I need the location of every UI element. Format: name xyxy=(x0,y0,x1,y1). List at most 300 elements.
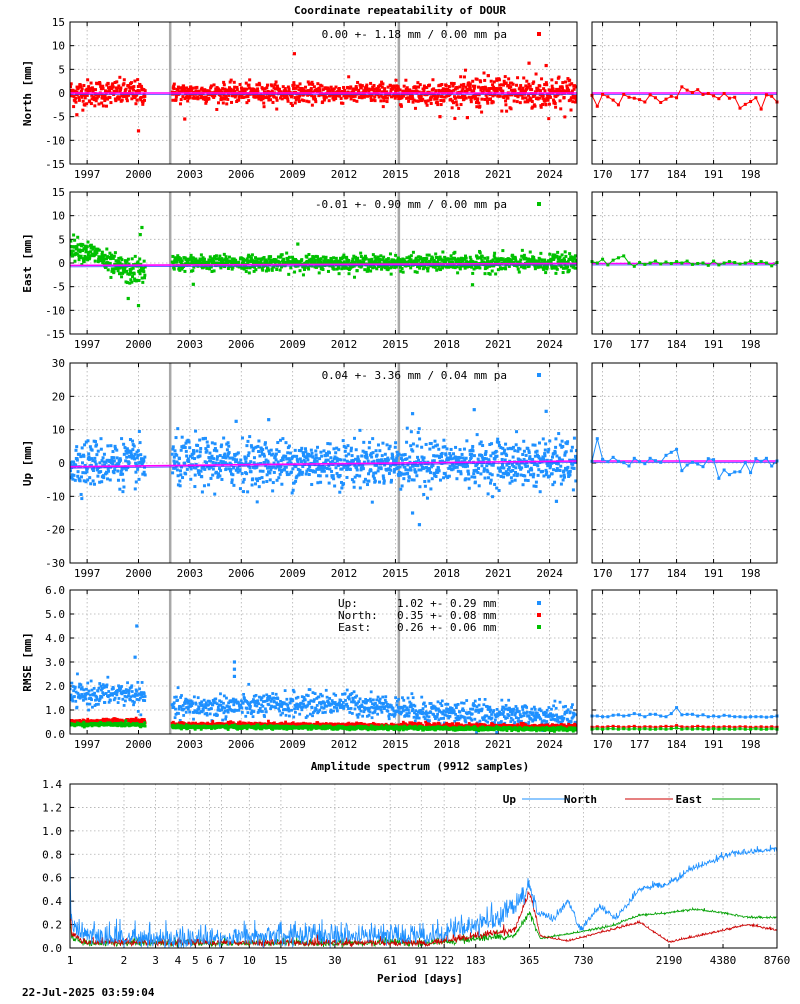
panel-4-y-tick-label: 1.0 xyxy=(45,704,65,717)
panel-3-data-point xyxy=(503,449,506,452)
panel-3-data-point xyxy=(257,450,260,453)
panel-4-rmse-point-up xyxy=(71,700,74,703)
panel-3-data-point xyxy=(508,466,511,469)
panel-1-data-point xyxy=(223,83,226,86)
panel-3-recent-point-value xyxy=(649,457,652,460)
panel-3-data-point xyxy=(536,464,539,467)
panel-3-data-point xyxy=(89,482,92,485)
panel-3-data-point xyxy=(437,448,440,451)
panel-3-data-point xyxy=(305,473,308,476)
panel-2-recent-point-value xyxy=(680,262,683,265)
panel-3-data-point xyxy=(559,465,562,468)
panel-2-data-point xyxy=(478,266,481,269)
panel-3-data-point xyxy=(476,433,479,436)
panel-3-data-point xyxy=(265,480,268,483)
panel-3-outlier-point xyxy=(411,511,414,514)
panel-4-rmse-point-up xyxy=(120,685,123,688)
panel-2-data-point xyxy=(418,267,421,270)
panel-1-recent-point-value xyxy=(765,93,768,96)
panel-3-recent-point-value xyxy=(770,465,773,468)
panel-1-data-point xyxy=(74,97,77,100)
panel-1-data-point xyxy=(464,69,467,72)
panel-2-data-point xyxy=(248,271,251,274)
panel-2-recent-point-value xyxy=(739,262,742,265)
panel-3-data-point xyxy=(418,437,421,440)
panel-3-data-point xyxy=(86,439,89,442)
panel-3-data-point xyxy=(226,448,229,451)
panel-2-recent-x-tick-label: 177 xyxy=(630,338,650,351)
panel-1-data-point xyxy=(338,87,341,90)
panel-3-data-point xyxy=(542,437,545,440)
panel-3-data-point xyxy=(308,473,311,476)
panel-2-data-point xyxy=(210,265,213,268)
panel-3-data-point xyxy=(444,453,447,456)
panel-1-data-point xyxy=(98,82,101,85)
panel-3-data-point xyxy=(553,481,556,484)
panel-3-data-point xyxy=(97,450,100,453)
panel-3-data-point xyxy=(512,446,515,449)
panel-4-rmse-point-up xyxy=(76,673,79,676)
panel-1-data-point xyxy=(229,88,232,91)
panel-2-data-point xyxy=(325,256,328,259)
panel-1-data-point xyxy=(407,100,410,103)
panel-3-data-point xyxy=(211,441,214,444)
panel-3-data-point xyxy=(205,449,208,452)
panel-1-data-point xyxy=(102,104,105,107)
panel-1-data-point xyxy=(335,86,338,89)
panel-2-data-point xyxy=(200,253,203,256)
panel-1-recent-x-tick-label: 177 xyxy=(630,168,650,181)
panel-3-data-point xyxy=(280,483,283,486)
panel-3-data-point xyxy=(213,493,216,496)
panel-3-data-point xyxy=(342,482,345,485)
panel-2-recent-point-value xyxy=(596,262,599,265)
panel-3-data-point xyxy=(266,473,269,476)
panel-3-recent-point-value xyxy=(643,462,646,465)
panel-2-recent-point-value xyxy=(728,260,731,263)
panel-3-data-point xyxy=(278,450,281,453)
panel-3-data-point xyxy=(502,475,505,478)
panel-3-data-point xyxy=(215,462,218,465)
panel-3-data-point xyxy=(481,444,484,447)
panel-3-data-point xyxy=(111,462,114,465)
panel-1-x-tick-label: 2003 xyxy=(177,168,204,181)
panel-3-data-point xyxy=(184,446,187,449)
panel-3-recent-x-tick-label: 184 xyxy=(667,567,687,580)
panel-2-recent-point-value xyxy=(601,258,604,261)
panel-2-data-point xyxy=(305,256,308,259)
panel-3-data-point xyxy=(524,479,527,482)
panel-3-data-point xyxy=(565,450,568,453)
panel-2-x-tick-label: 2018 xyxy=(434,338,461,351)
panel-3-data-point xyxy=(328,451,331,454)
panel-4-rmse-point-up xyxy=(93,692,96,695)
panel-3-data-point xyxy=(93,457,96,460)
panel-1-data-point xyxy=(90,82,93,85)
panel-3-data-point xyxy=(201,490,204,493)
panel-1-recent-point-value xyxy=(739,107,742,110)
panel-1-data-point xyxy=(510,107,513,110)
panel-2-data-point xyxy=(282,258,285,261)
panel-1-data-point xyxy=(215,108,218,111)
panel-1-data-point xyxy=(490,80,493,83)
panel-1-data-point xyxy=(460,103,463,106)
panel-3-data-point xyxy=(107,470,110,473)
panel-2-recent-point-value xyxy=(765,262,768,265)
panel-2-data-point xyxy=(120,275,123,278)
panel-3-data-point xyxy=(320,455,323,458)
panel-3-data-point xyxy=(187,457,190,460)
panel-3-data-point xyxy=(75,445,78,448)
panel-3-data-point xyxy=(436,444,439,447)
panel-3-data-point xyxy=(467,470,470,473)
panel-4-rmse-point-up xyxy=(174,716,177,719)
panel-4-y-tick-label: 5.0 xyxy=(45,608,65,621)
panel-3-data-point xyxy=(219,469,222,472)
panel-3-data-point xyxy=(245,472,248,475)
panel-4-rmse-point-up xyxy=(176,699,179,702)
panel-2-data-point xyxy=(554,272,557,275)
panel-3-data-point xyxy=(241,472,244,475)
panel-2-data-point xyxy=(489,273,492,276)
panel-3-data-point xyxy=(290,471,293,474)
panel-3-data-point xyxy=(374,480,377,483)
panel-3-data-point xyxy=(513,474,516,477)
panel-3-data-point xyxy=(416,456,419,459)
panel-2-legend-marker xyxy=(537,202,541,206)
panel-3-data-point xyxy=(437,467,440,470)
panel-2-data-point xyxy=(94,260,97,263)
panel-3-data-point xyxy=(121,473,124,476)
panel-3-legend-marker xyxy=(537,373,541,377)
panel-2-data-point xyxy=(338,272,341,275)
panel-3-data-point xyxy=(404,453,407,456)
panel-3-data-point xyxy=(193,485,196,488)
panel-2-data-point xyxy=(434,253,437,256)
panel-4-rmse-point-up xyxy=(90,680,93,683)
panel-4-rmse-point-up xyxy=(85,698,88,701)
panel-1-data-point xyxy=(499,95,502,98)
panel-4-x-tick-label: 2006 xyxy=(228,738,255,751)
panel-3-data-point xyxy=(431,477,434,480)
panel-1-data-point xyxy=(540,106,543,109)
panel-3-data-point xyxy=(441,452,444,455)
panel-3-data-point xyxy=(332,477,335,480)
panel-3-data-point xyxy=(313,460,316,463)
panel-3-data-point xyxy=(534,444,537,447)
panel-3-recent-point-value xyxy=(702,465,705,468)
panel-3-data-point xyxy=(409,444,412,447)
panel-3-data-point xyxy=(142,459,145,462)
panel-3-data-point xyxy=(410,430,413,433)
panel-3-data-point xyxy=(190,467,193,470)
panel-1-data-point xyxy=(440,83,443,86)
panel-1-data-point xyxy=(421,98,424,101)
panel-3-data-point xyxy=(304,447,307,450)
panel-3-data-point xyxy=(406,472,409,475)
panel-1-data-point xyxy=(69,85,72,88)
panel-2-data-point xyxy=(471,272,474,275)
panel-2-data-point xyxy=(556,251,559,254)
panel-3-outlier-point xyxy=(235,420,238,423)
panel-1-recent-point-value xyxy=(675,96,678,99)
panel-3-data-point xyxy=(537,474,540,477)
panel-1-data-point xyxy=(342,86,345,89)
panel-2-data-point xyxy=(105,248,108,251)
panel-2-recent-point-value xyxy=(686,260,689,263)
panel-3-data-point xyxy=(561,440,564,443)
panel-3-data-point xyxy=(263,455,266,458)
panel-2-data-point xyxy=(524,266,527,269)
panel-3-data-point xyxy=(449,454,452,457)
panel-3-data-point xyxy=(113,468,116,471)
panel-3-data-point xyxy=(178,457,181,460)
panel-3-data-point xyxy=(316,481,319,484)
panel-1-data-point xyxy=(357,89,360,92)
panel-2-data-point xyxy=(360,255,363,258)
panel-2-x-tick-label: 1997 xyxy=(74,338,101,351)
panel-4-y-tick-label: 3.0 xyxy=(45,656,65,669)
panel-1-data-point xyxy=(90,102,93,105)
panel-3-data-point xyxy=(247,451,250,454)
panel-1-data-point xyxy=(516,76,519,79)
panel-3-x-tick-label: 2018 xyxy=(434,567,461,580)
panel-3-data-point xyxy=(485,464,488,467)
panel-1-data-point xyxy=(265,86,268,89)
panel-3-data-point xyxy=(365,453,368,456)
panel-3-data-point xyxy=(353,486,356,489)
panel-1-y-tick-label: 5 xyxy=(58,63,65,76)
panel-3-data-point xyxy=(355,448,358,451)
panel-3-data-point xyxy=(194,474,197,477)
panel-1-data-point xyxy=(269,98,272,101)
panel-2-data-point xyxy=(215,254,218,257)
panel-1-data-point xyxy=(453,82,456,85)
panel-1-data-point xyxy=(540,77,543,80)
panel-3-data-point xyxy=(535,481,538,484)
panel-1-recent-point-value xyxy=(712,94,715,97)
panel-1-data-point xyxy=(222,101,225,104)
panel-1-data-point xyxy=(81,109,84,112)
panel-3-data-point xyxy=(371,437,374,440)
panel-3-data-point xyxy=(502,466,505,469)
panel-1-data-point xyxy=(195,86,198,89)
panel-3-data-point xyxy=(325,474,328,477)
panel-3-data-point xyxy=(183,462,186,465)
panel-3-recent-point-value xyxy=(654,459,657,462)
panel-3-data-point xyxy=(102,476,105,479)
panel-2-data-point xyxy=(254,256,257,259)
panel-3-data-point xyxy=(228,457,231,460)
panel-1-data-point xyxy=(94,88,97,91)
panel-3-data-point xyxy=(442,439,445,442)
panel-3-data-point xyxy=(195,449,198,452)
panel-1-data-point xyxy=(563,96,566,99)
panel-1-data-point xyxy=(311,104,314,107)
panel-3-data-point xyxy=(566,440,569,443)
panel-3-data-point xyxy=(523,474,526,477)
panel-1-data-point xyxy=(369,96,372,99)
panel-3-data-point xyxy=(408,456,411,459)
panel-3-data-point xyxy=(100,437,103,440)
panel-2-y-tick-label: 10 xyxy=(52,210,65,223)
panel-3-data-point xyxy=(518,447,521,450)
panel-3-data-point xyxy=(548,439,551,442)
panel-3-data-point xyxy=(171,471,174,474)
panel-3-data-point xyxy=(204,437,207,440)
panel-4-rmse-point-up xyxy=(144,695,147,698)
panel-2-data-point xyxy=(332,268,335,271)
panel-3-data-point xyxy=(284,441,287,444)
panel-3-data-point xyxy=(227,441,230,444)
panel-3-data-point xyxy=(224,453,227,456)
panel-3-recent-point-value xyxy=(680,469,683,472)
panel-3-data-point xyxy=(531,458,534,461)
panel-3-data-point xyxy=(450,448,453,451)
panel-1-data-point xyxy=(299,82,302,85)
panel-2-data-point xyxy=(300,258,303,261)
panel-3-data-point xyxy=(111,450,114,453)
panel-3-data-point xyxy=(131,440,134,443)
panel-4-rmse-point-up xyxy=(131,690,134,693)
panel-1-data-point xyxy=(119,86,122,89)
panel-2-data-point xyxy=(130,272,133,275)
panel-3-data-point xyxy=(373,460,376,463)
panel-3-data-point xyxy=(399,465,402,468)
panel-3-data-point xyxy=(137,449,140,452)
panel-1-data-point xyxy=(108,96,111,99)
panel-1-data-point xyxy=(529,85,532,88)
panel-3-data-point xyxy=(205,461,208,464)
panel-3-data-point xyxy=(239,487,242,490)
panel-2-annotation: -0.01 +- 0.90 mm / 0.00 mm pa xyxy=(315,198,507,211)
panel-2-data-point xyxy=(318,271,321,274)
panel-1-data-point xyxy=(543,89,546,92)
panel-2-x-tick-label: 2021 xyxy=(485,338,512,351)
panel-2-data-point xyxy=(534,267,537,270)
panel-4-rmse-point-up xyxy=(97,690,100,693)
panel-1-data-point xyxy=(453,117,456,120)
panel-3-data-point xyxy=(181,476,184,479)
panel-3-data-point xyxy=(265,446,268,449)
panel-4-rmse-point-up xyxy=(76,706,79,709)
panel-1-recent-point-value xyxy=(717,97,720,100)
panel-3-data-point xyxy=(109,444,112,447)
panel-2-recent-point-value xyxy=(760,260,763,263)
panel-3-data-point xyxy=(333,484,336,487)
panel-3-data-point xyxy=(273,471,276,474)
panel-1-data-point xyxy=(472,89,475,92)
panel-2-data-point xyxy=(136,260,139,263)
panel-1-data-point xyxy=(263,105,266,108)
panel-2-recent-point-value xyxy=(665,261,668,264)
panel-3-data-point xyxy=(522,440,525,443)
panel-4-rmse-point-up xyxy=(128,689,131,692)
panel-1-data-point xyxy=(121,99,124,102)
panel-3-data-point xyxy=(216,455,219,458)
panel-3-data-point xyxy=(425,443,428,446)
panel-3-data-point xyxy=(96,475,99,478)
panel-1-data-point xyxy=(459,75,462,78)
panel-4-rmse-point-up xyxy=(130,684,133,687)
panel-3-data-point xyxy=(498,489,501,492)
panel-3-data-point xyxy=(371,501,374,504)
panel-4-y-tick-label: 4.0 xyxy=(45,632,65,645)
panel-3-data-point xyxy=(544,442,547,445)
panel-3-data-point xyxy=(340,458,343,461)
panel-2-data-point xyxy=(314,259,317,262)
panel-4-rmse-point-up xyxy=(115,693,118,696)
panel-3-data-point xyxy=(440,455,443,458)
panel-1-data-point xyxy=(72,105,75,108)
panel-3-data-point xyxy=(246,440,249,443)
panel-2-data-point xyxy=(459,267,462,270)
panel-2-data-point xyxy=(110,254,113,257)
panel-3-data-point xyxy=(418,485,421,488)
panel-3-recent-point-value xyxy=(638,460,641,463)
panel-3-data-point xyxy=(472,472,475,475)
panel-1-data-point xyxy=(519,101,522,104)
panel-2-data-point xyxy=(448,258,451,261)
panel-1-data-point xyxy=(544,103,547,106)
panel-2-recent-point-value xyxy=(675,260,678,263)
panel-3-data-point xyxy=(487,476,490,479)
panel-1-data-point xyxy=(561,87,564,90)
panel-3-data-point xyxy=(523,450,526,453)
panel-1-data-point xyxy=(512,83,515,86)
panel-1-recent-point-value xyxy=(622,93,625,96)
panel-1-recent-x-tick-label: 198 xyxy=(741,168,761,181)
panel-3-data-point xyxy=(77,470,80,473)
panel-3-recent-point-value xyxy=(696,463,699,466)
panel-3-data-point xyxy=(121,490,124,493)
panel-3-data-point xyxy=(120,437,123,440)
panel-3-data-point xyxy=(231,478,234,481)
panel-1-data-point xyxy=(225,102,228,105)
panel-3-data-point xyxy=(139,453,142,456)
panel-3-data-point xyxy=(134,471,137,474)
panel-3-data-point xyxy=(219,454,222,457)
panel-1-data-point xyxy=(486,102,489,105)
panel-3-data-point xyxy=(532,475,535,478)
panel-4-rmse-point-up xyxy=(138,687,141,690)
panel-1-data-point xyxy=(507,77,510,80)
panel-3-data-point xyxy=(258,485,261,488)
panel-3-data-point xyxy=(480,441,483,444)
panel-4-x-tick-label: 2012 xyxy=(331,738,358,751)
panel-3-data-point xyxy=(116,456,119,459)
panel-1-data-point xyxy=(555,81,558,84)
panel-1-data-point xyxy=(426,104,429,107)
panel-2-data-point xyxy=(427,266,430,269)
panel-3-data-point xyxy=(262,470,265,473)
panel-3-data-point xyxy=(439,479,442,482)
panel-3-data-point xyxy=(218,474,221,477)
panel-3-data-point xyxy=(543,454,546,457)
panel-3-recent-point-value xyxy=(622,461,625,464)
panel-3-data-point xyxy=(185,450,188,453)
panel-1-data-point xyxy=(473,85,476,88)
panel-2-data-point xyxy=(245,270,248,273)
panel-2-recent-point-value xyxy=(754,262,757,265)
panel-1-recent-point-value xyxy=(760,108,763,111)
panel-1-data-point xyxy=(383,87,386,90)
panel-3-data-point xyxy=(501,458,504,461)
panel-2-data-point xyxy=(501,249,504,252)
panel-3-data-point xyxy=(532,473,535,476)
panel-1-data-point xyxy=(554,106,557,109)
panel-3-data-point xyxy=(345,468,348,471)
